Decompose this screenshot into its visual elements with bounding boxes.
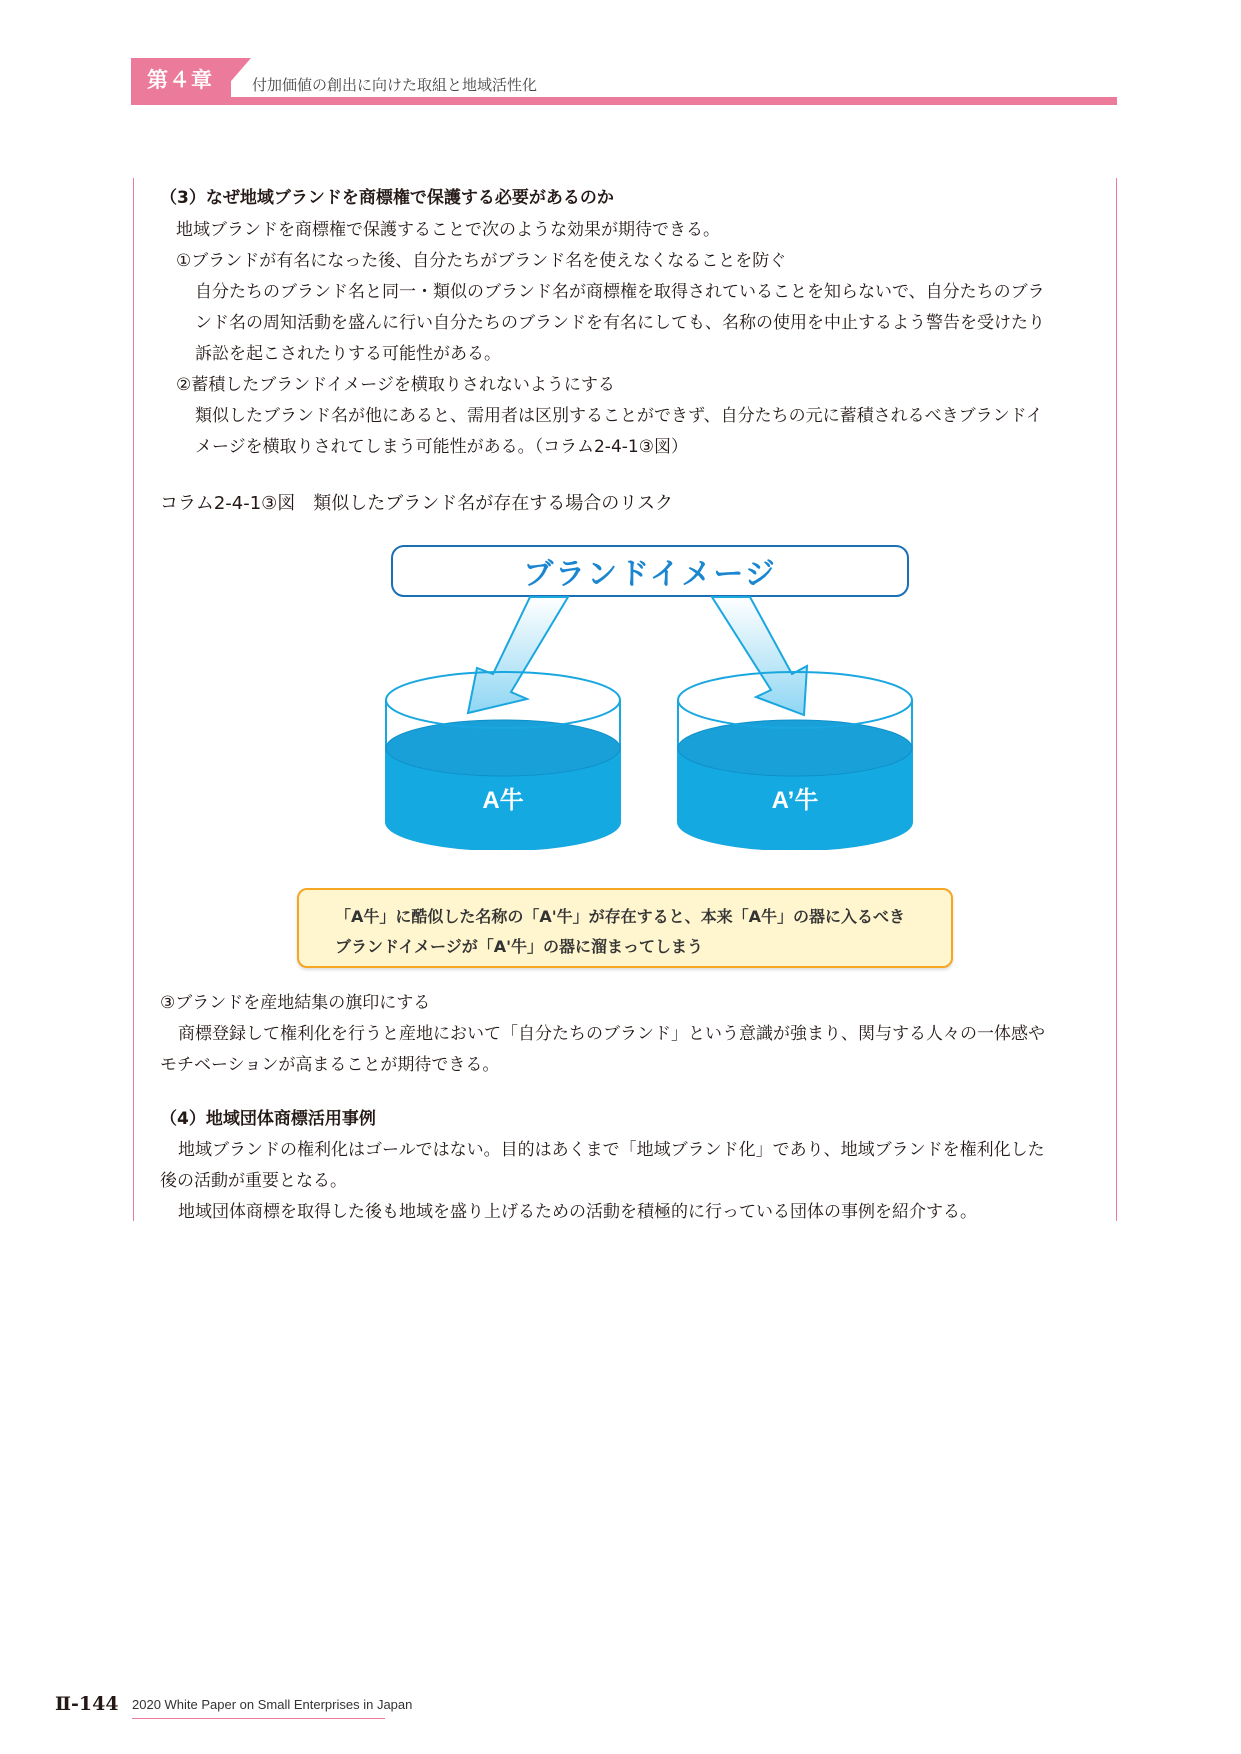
section4-heading: （4）地域団体商標活用事例: [160, 1109, 376, 1129]
chapter-tab-notch: [225, 58, 251, 88]
publication-title: 2020 White Paper on Small Enterprises in Japan: [132, 1697, 413, 1712]
page-number: Ⅱ-144: [55, 1693, 119, 1715]
footer-rule: [132, 1718, 385, 1719]
arrow-icon: [468, 597, 568, 713]
item3-title: ③ブランドを産地結集の旗印にする: [160, 993, 431, 1013]
item1-line: 自分たちのブランド名と同一・類似のブランド名が商標権を取得されていることを知らないで、自分たちのブラ: [195, 282, 1045, 302]
brand-image-label: ブランドイメージ: [523, 558, 777, 591]
section3-intro: 地域ブランドを商標権で保護することで次のような効果が期待できる。: [176, 220, 720, 240]
item1-title: ①ブランドが有名になった後、自分たちがブランド名を使えなくなることを防ぐ: [176, 251, 787, 271]
caption-line: ブランドイメージが「A'牛」の器に溜まってしまう: [335, 937, 704, 956]
arrow-icon: [712, 597, 807, 715]
brand-risk-diagram: [380, 540, 920, 850]
item2-title: ②蓄積したブランドイメージを横取りされないようにする: [176, 375, 615, 395]
figure-caption-box: [297, 888, 953, 968]
section4-line: 地域ブランドの権利化はゴールではない。目的はあくまで「地域ブランド化」であり、地域ブランドを権利化した: [178, 1140, 1045, 1160]
section4-line: 地域団体商標を取得した後も地域を盛り上げるための活動を積極的に行っている団体の事例を紹介する。: [178, 1202, 977, 1222]
section3-heading: （3）なぜ地域ブランドを商標権で保護する必要があるのか: [160, 188, 614, 208]
chapter-tab: 第４章: [131, 58, 231, 102]
caption-line: 「A牛」に酷似した名称の「A'牛」が存在すると、本来「A牛」の器に入るべき: [335, 907, 906, 926]
container-left-label: A牛: [482, 787, 524, 814]
figure-title: コラム2-4-1③図 類似したブランド名が存在する場合のリスク: [160, 493, 673, 514]
item1-line: ンド名の周知活動を盛んに行い自分たちのブランドを有名にしても、名称の使用を中止するよう警告を受けたり: [195, 313, 1045, 333]
item3-line: 商標登録して権利化を行うと産地において「自分たちのブランド」という意識が強まり、関与する人々の一体感や: [178, 1024, 1045, 1044]
frame-right-rule: [1116, 178, 1117, 1221]
item2-line: メージを横取りされてしまう可能性がある。（コラム2-4-1③図）: [195, 437, 688, 457]
section4-line: 後の活動が重要となる。: [160, 1171, 347, 1191]
header-title: 付加価値の創出に向けた取組と地域活性化: [252, 76, 538, 94]
header-rule: [131, 97, 1117, 105]
item3-line: モチベーションが高まることが期待できる。: [160, 1055, 500, 1075]
item2-line: 類似したブランド名が他にあると、需用者は区別することができず、自分たちの元に蓄積されるべきブランドイ: [195, 406, 1043, 426]
frame-left-rule: [133, 178, 134, 1221]
item1-line: 訴訟を起こされたりする可能性がある。: [195, 344, 501, 364]
container-right-label: A’牛: [771, 787, 819, 814]
